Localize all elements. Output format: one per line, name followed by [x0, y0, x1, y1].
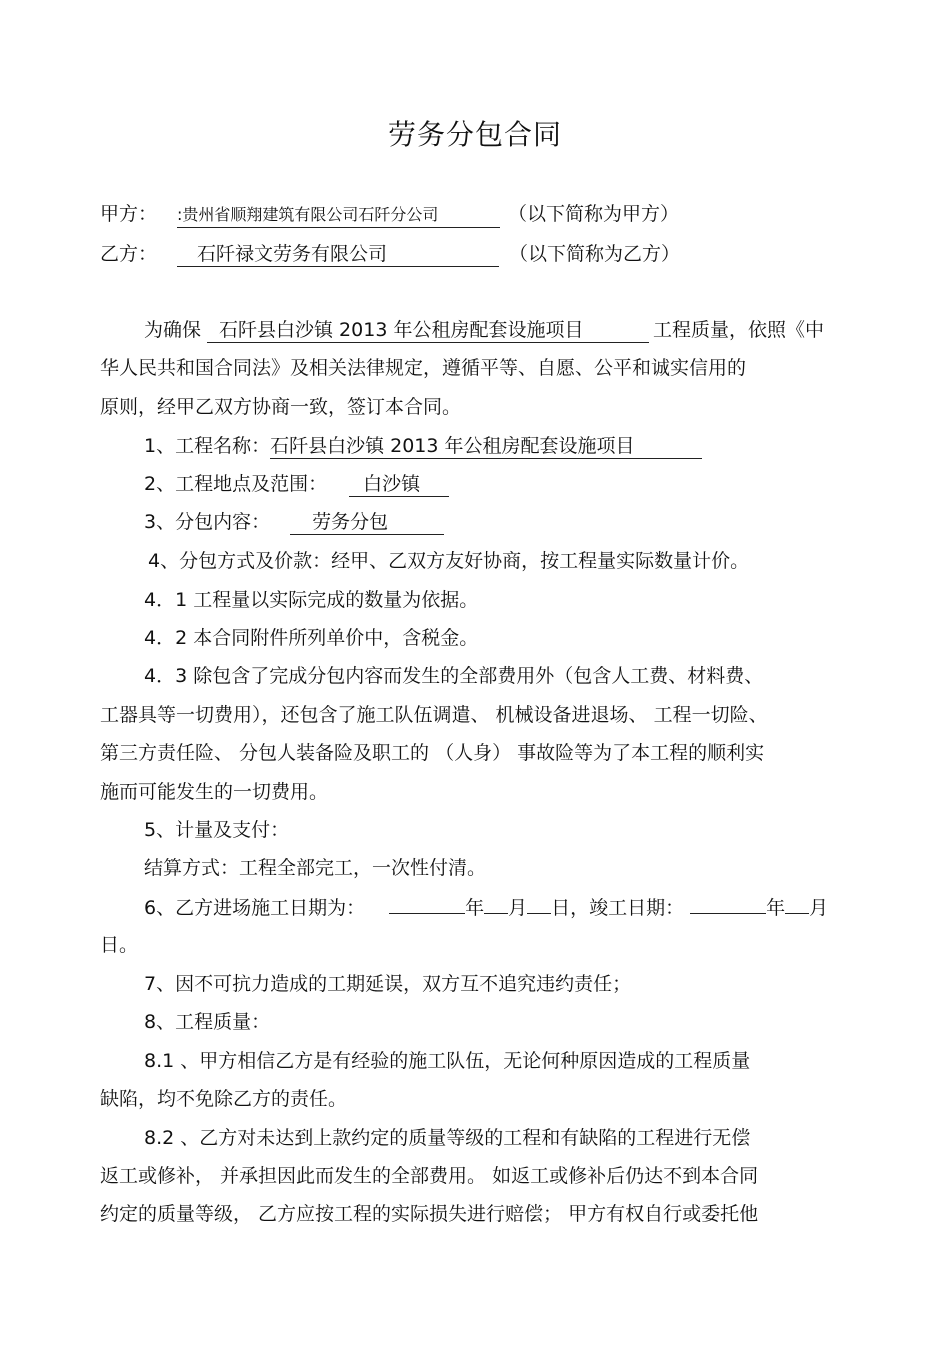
- item-4-3-line-2: 工器具等一切费用），还包含了施工队伍调遣、 机械设备进退场、 工程一切险、: [100, 704, 768, 726]
- item-8-1-line-1: 8.1 、甲方相信乙方是有经验的施工队伍，无论何种原因造成的工程质量: [144, 1050, 751, 1072]
- intro-suffix: 工程质量，依照《中: [653, 319, 825, 341]
- intro-line-1: [144, 318, 824, 343]
- party-b-name: 石阡禄文劳务有限公司: [177, 242, 499, 267]
- party-b-note: （以下简称为乙方）: [509, 243, 681, 265]
- party-a-label: 甲方：: [100, 203, 158, 225]
- item-8-line: 8、工程质量：: [144, 1011, 271, 1033]
- item-3-line: [144, 510, 444, 535]
- start-month-label: 月: [508, 897, 528, 919]
- settlement-line: 结算方式：工程全部完工，一次性付清。: [144, 857, 487, 879]
- end-month-label: 月: [809, 897, 829, 919]
- party-b-label: 乙方：: [100, 243, 158, 265]
- start-year-blank: [389, 895, 465, 914]
- item-5-line: 5、计量及支付：: [144, 819, 290, 841]
- party-a-line: [100, 202, 679, 228]
- item-2-value: 白沙镇: [349, 472, 449, 497]
- item-6-line: [144, 895, 828, 920]
- intro-prefix: 为确保: [144, 319, 202, 341]
- start-month-blank: [484, 895, 508, 914]
- item-8-2-line-3: 约定的质量等级， 乙方应按工程的实际损失进行赔偿； 甲方有权自行或委托他: [100, 1203, 759, 1225]
- item-8-2-line-1: 8.2 、乙方对未达到上款约定的质量等级的工程和有缺陷的工程进行无偿: [144, 1127, 751, 1149]
- intro-line-3: 原则，经甲乙双方协商一致，签订本合同。: [100, 396, 462, 418]
- item-1-label: 1、工程名称：: [144, 435, 271, 457]
- item-4-3-line-3: 第三方责任险、 分包人装备险及职工的 （人身） 事故险等为了本工程的顺利实: [100, 742, 765, 764]
- item-4-2-line: 4．2 本合同附件所列单价中，含税金。: [144, 627, 479, 649]
- item-7-line: 7、因不可抗力造成的工期延误，双方互不追究违约责任；: [144, 973, 632, 995]
- end-month-blank: [785, 895, 809, 914]
- intro-project: 石阡县白沙镇 2013 年公租房配套设施项目: [207, 318, 649, 343]
- item-8-2-line-2: 返工或修补， 并承担因此而发生的全部费用。 如返工或修补后仍达不到本合同: [100, 1165, 759, 1187]
- item-2-line: [144, 472, 449, 497]
- item-1-line: [144, 434, 702, 459]
- item-6-line-2: 日。: [100, 934, 139, 956]
- end-year-label: 年: [766, 897, 786, 919]
- item-4-line: 4、分包方式及价款：经甲、乙双方友好协商，按工程量实际数量计价。: [148, 550, 750, 572]
- document-title: 劳务分包合同: [387, 118, 562, 151]
- item-4-1-line: 4．1 工程量以实际完成的数量为依据。: [144, 589, 479, 611]
- end-year-blank: [690, 895, 766, 914]
- item-2-label: 2、工程地点及范围：: [144, 473, 328, 495]
- start-day-label: 日，: [551, 897, 590, 919]
- party-a-name: :贵州省顺翔建筑有限公司石阡分公司: [177, 203, 500, 228]
- item-6-label: 6、乙方进场施工日期为：: [144, 897, 366, 919]
- item-3-value: 劳务分包: [290, 510, 444, 535]
- item-4-3-line-1: 4．3 除包含了完成分包内容而发生的全部费用外（包含人工费、材料费、: [144, 665, 764, 687]
- party-b-line: [100, 242, 680, 267]
- item-4-3-line-4: 施而可能发生的一切费用。: [100, 781, 329, 803]
- item-1-value: 石阡县白沙镇 2013 年公租房配套设施项目: [270, 434, 702, 459]
- intro-line-2: 华人民共和国合同法》及相关法律规定，遵循平等、自愿、公平和诚实信用的: [100, 357, 747, 379]
- start-day-blank: [527, 895, 551, 914]
- completion-label: 竣工日期：: [589, 897, 685, 919]
- start-year-label: 年: [465, 897, 485, 919]
- item-3-label: 3、分包内容：: [144, 511, 271, 533]
- item-8-1-line-2: 缺陷，均不免除乙方的责任。: [100, 1088, 348, 1110]
- party-a-note: （以下简称为甲方）: [508, 203, 680, 225]
